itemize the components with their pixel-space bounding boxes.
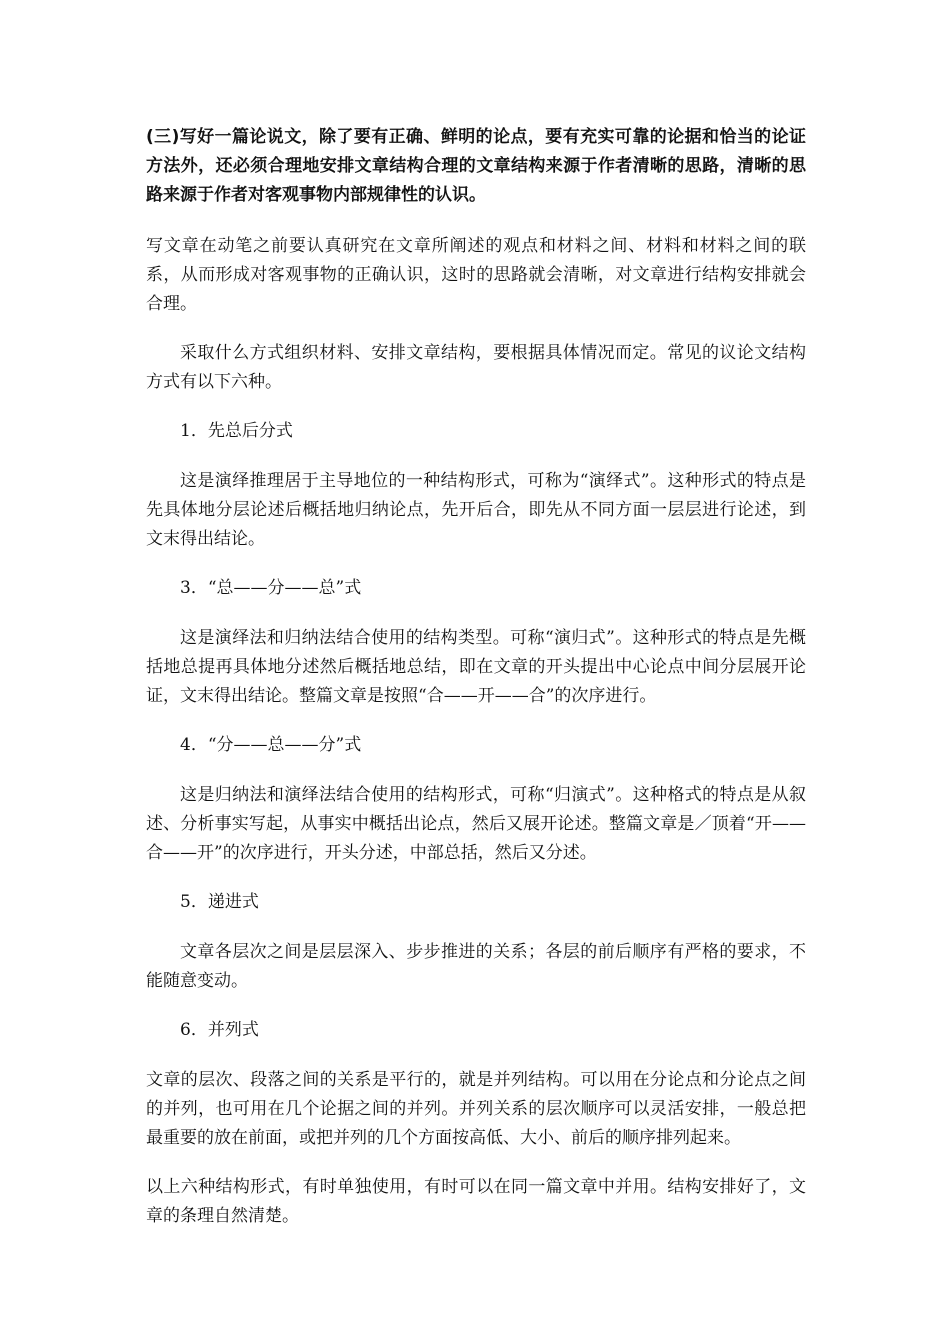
item-3-title: 3．“总——分——总”式	[180, 578, 362, 598]
item-1-body: 这是演绎推理居于主导地位的一种结构形式，可称为“演绎式”。这种形式的特点是先具体地分层论述后概括地归纳论点，先开后合，即先从不同方面一层层进行论述，到文末得出结论。	[146, 471, 806, 549]
item-4-body: 这是归纳法和演绎法结合使用的结构形式，可称“归演式”。这种格式的特点是从叙述、分析事实写起，从事实中概括出论点，然后又展开论述。整篇文章是／顶着“开——合——开”的次序进行，开头分述，中部总括，然后又分述。	[146, 785, 806, 863]
item-3-body: 这是演绎法和归纳法结合使用的结构类型。可称“演归式”。这种形式的特点是先概括地总提再具体地分述然后概括地总结，即在文章的开头提出中心论点中间分层展开论证，文末得出结论。整篇文章是按照“合——开——合”的次序进行。	[146, 628, 806, 706]
intro-paragraph: 写文章在动笔之前要认真研究在文章所阐述的观点和材料之间、材料和材料之间的联系，从而形成对客观事物的正确认识，这时的思路就会清晰，对文章进行结构安排就会合理。	[146, 236, 806, 314]
item-4-title: 4．“分——总——分”式	[180, 735, 362, 755]
structure-overview-paragraph: 采取什么方式组织材料、安排文章结构，要根据具体情况而定。常见的议论文结构方式有以下六种。	[146, 343, 806, 392]
item-5-title: 5．递进式	[180, 892, 259, 912]
item-1-title: 1．先总后分式	[180, 421, 293, 441]
item-6-body: 文章的层次、段落之间的关系是平行的，就是并列结构。可以用在分论点和分论点之间的并列，也可用在几个论据之间的并列。并列关系的层次顺序可以灵活安排，一般总把最重要的放在前面，或把并列的几个方面按高低、大小、前后的顺序排列起来。	[146, 1070, 806, 1148]
conclusion-paragraph: 以上六种结构形式，有时单独使用，有时可以在同一篇文章中并用。结构安排好了，文章的条理自然清楚。	[146, 1177, 806, 1226]
document-page	[146, 123, 806, 1251]
item-6-title: 6．并列式	[180, 1020, 259, 1040]
section-heading: (三)写好一篇论说文，除了要有正确、鲜明的论点，要有充实可靠的论据和恰当的论证方法外，还必须合理地安排文章结构合理的文章结构来源于作者清晰的思路，清晰的思路来源于作者对客观事物内部规律性的认识。	[146, 127, 806, 205]
item-5-body: 文章各层次之间是层层深入、步步推进的关系；各层的前后顺序有严格的要求，不能随意变动。	[146, 942, 806, 991]
